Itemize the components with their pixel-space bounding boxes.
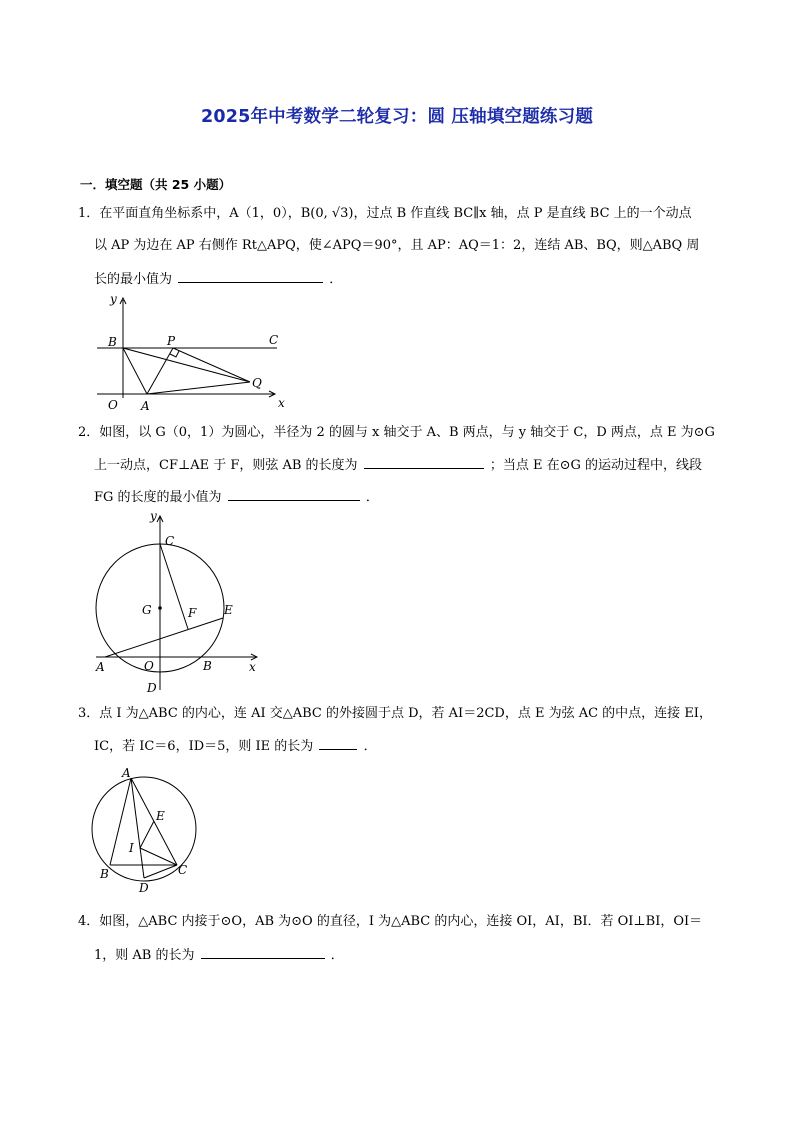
q2-answer-blank-1[interactable] — [364, 456, 484, 469]
q2-line-2 — [94, 456, 702, 474]
q2-center-dot — [158, 606, 162, 610]
q1-label-o: O — [108, 398, 118, 412]
q3-seg-ic — [140, 848, 177, 865]
q1-label-y: y — [110, 292, 117, 306]
q2-line-1: 2．如图，以 G（0，1）为圆心，半径为 2 的圆与 x 轴交于 A、B 两点，与 y 轴交于 C，D 两点，点 E 为⊙G — [78, 425, 715, 440]
q3-figure — [88, 766, 208, 901]
q4-line-2 — [94, 946, 344, 964]
q2-line-3-end: ． — [365, 490, 379, 505]
q1-seg-ap — [147, 348, 173, 394]
q1-line-3-end: ． — [329, 272, 343, 287]
q4-answer-blank[interactable] — [201, 946, 325, 959]
q2-label-y: y — [150, 509, 157, 523]
q2-label-b: B — [203, 659, 212, 673]
q3-line-2 — [94, 737, 377, 755]
q3-seg-ad — [131, 778, 144, 878]
q3-label-b: B — [100, 867, 109, 881]
q4-line-2-end: ． — [330, 948, 344, 963]
q2-label-x: x — [249, 660, 256, 674]
section-heading: 一．填空题（共 25 小题） — [80, 177, 232, 192]
q1-label-x: x — [278, 396, 285, 410]
q3-line-1: 3．点 I 为△ABC 的内心，连 AI 交△ABC 的外接圆于点 D，若 AI＝2CD，点 E 为弦 AC 的中点，连接 EI， — [78, 706, 712, 721]
q4-line-1: 4．如图，△ABC 内接于⊙O，AB 为⊙O 的直径，I 为△ABC 的内心，连接 OI，AI，BI．若 OI⊥BI，OI＝ — [78, 914, 703, 929]
q2-answer-blank-2[interactable] — [228, 488, 360, 501]
q3-label-a: A — [122, 766, 131, 780]
q1-line-3 — [94, 270, 342, 288]
q2-label-g: G — [142, 603, 152, 617]
q1-label-q: Q — [252, 376, 262, 390]
q2-line-3 — [94, 488, 379, 506]
q3-label-c: C — [178, 863, 188, 877]
q1-line-3-text: 长的最小值为 — [94, 272, 173, 287]
q1-seg-bq — [123, 348, 250, 382]
q3-line-2-end: ． — [363, 739, 377, 754]
q1-label-c: C — [269, 333, 279, 347]
q2-seg-cf — [160, 544, 188, 629]
q2-seg-ae — [105, 618, 223, 657]
q1-line-1: 1．在平面直角坐标系中，A（1，0），B(0, √3)，过点 B 作直线 BC∥x 轴，点 P 是直线 BC 上的一个动点 — [78, 206, 692, 221]
q1-figure — [95, 290, 295, 415]
q1-label-p: P — [167, 334, 176, 348]
q3-label-e: E — [156, 809, 165, 823]
q2-label-c: C — [165, 534, 175, 548]
q3-label-i: I — [129, 841, 134, 855]
q1-seg-pq — [173, 348, 250, 382]
page-title: 2025年中考数学二轮复习：圆 压轴填空题练习题 — [200, 107, 594, 127]
q2-line-3-text: FG 的长度的最小值为 — [94, 490, 222, 505]
q3-seg-ie — [140, 821, 154, 848]
q2-line-2-end: ；当点 E 在⊙G 的运动过程中，线段 — [489, 458, 703, 473]
q3-line-2-text: IC，若 IC＝6，ID＝5，则 IE 的长为 — [94, 739, 314, 754]
q3-seg-ab — [110, 778, 131, 865]
q1-seg-aq — [147, 382, 250, 394]
q2-line-2-text: 上一动点，CF⊥AE 于 F，则弦 AB 的长度为 — [94, 458, 358, 473]
q3-answer-blank[interactable] — [319, 737, 357, 750]
q2-label-a: A — [96, 660, 105, 674]
q3-label-d: D — [139, 881, 149, 895]
q1-label-a: A — [141, 399, 150, 413]
q2-label-e: E — [224, 603, 233, 617]
q1-answer-blank[interactable] — [178, 270, 323, 283]
q2-label-d: D — [147, 681, 157, 695]
q1-seg-ab — [123, 348, 147, 394]
q2-label-f: F — [188, 606, 197, 620]
q1-label-b: B — [108, 335, 117, 349]
q2-label-o: O — [144, 659, 154, 673]
q3-seg-dc — [144, 865, 177, 878]
q1-line-2: 以 AP 为边在 AP 右侧作 Rt△APQ，使∠APQ＝90°，且 AP：AQ＝1：2，连结 AB、BQ，则△ABQ 周 — [94, 238, 700, 253]
q2-figure — [92, 508, 272, 698]
q4-line-2-text: 1，则 AB 的长为 — [94, 948, 195, 963]
